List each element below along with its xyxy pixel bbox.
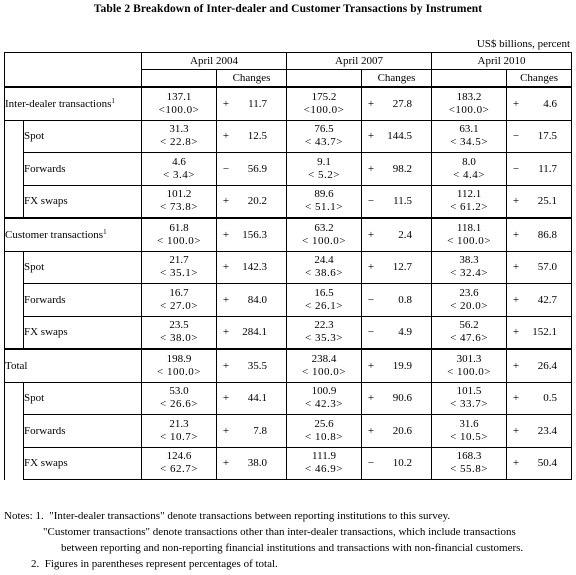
change-value: 90.6 — [392, 392, 413, 405]
percentage: < 62.7> — [160, 463, 198, 476]
change-cell — [362, 382, 432, 415]
table-row — [5, 415, 572, 448]
change-value: 7.8 — [253, 424, 267, 437]
change-sign: + — [367, 392, 375, 405]
change-value: 38.0 — [247, 457, 267, 470]
change-cell — [217, 87, 287, 120]
percentage: < 35.3> — [305, 332, 343, 345]
row-label: Forwards — [24, 284, 142, 317]
value-cell — [287, 153, 362, 186]
change-cell — [507, 415, 572, 448]
change-sign: − — [367, 195, 375, 208]
value: 101.2 — [166, 188, 192, 201]
value: 38.3 — [459, 254, 479, 267]
change-cell — [507, 447, 572, 480]
change-cell — [507, 87, 572, 120]
value-cell — [432, 447, 507, 480]
value: 175.2 — [311, 90, 337, 103]
percentage: < 73.8> — [160, 201, 198, 214]
change-value: 25.1 — [537, 195, 558, 208]
percentage: < 32.4> — [450, 267, 488, 280]
value-cell — [287, 251, 362, 284]
note-1-line-1 — [4, 508, 523, 524]
notes — [4, 508, 523, 572]
change-cell — [362, 251, 432, 284]
change-value: 0.8 — [398, 293, 413, 306]
change-value: 2.4 — [398, 228, 413, 241]
note-2-text: Figures in parentheses represent percentages of total. — [44, 558, 278, 570]
value-cell — [142, 382, 217, 415]
percentage: < 27.0> — [160, 299, 198, 312]
change-cell — [507, 185, 572, 218]
change-sign: + — [367, 261, 375, 274]
change-cell — [362, 185, 432, 218]
change-cell — [217, 185, 287, 218]
value-cell — [142, 185, 217, 218]
change-cell — [507, 349, 572, 382]
percentage: < 100.0> — [157, 234, 201, 247]
row-label: FX swaps — [24, 316, 142, 349]
value-cell — [142, 87, 217, 120]
header-changes: Changes — [217, 70, 287, 88]
change-cell — [217, 284, 287, 317]
value-cell — [432, 415, 507, 448]
percentage: <100.0> — [303, 103, 345, 116]
change-cell — [217, 415, 287, 448]
table-row — [5, 120, 572, 153]
change-sign: + — [512, 261, 520, 274]
section-total-row — [5, 349, 572, 382]
change-cell — [362, 415, 432, 448]
row-label: Forwards — [24, 153, 142, 186]
change-cell — [507, 153, 572, 186]
change-cell — [507, 251, 572, 284]
value-cell — [287, 218, 362, 251]
row-label: Spot — [24, 251, 142, 284]
change-value: 98.2 — [392, 162, 413, 175]
section-total-row — [5, 87, 572, 120]
value-cell — [287, 447, 362, 480]
change-cell — [217, 316, 287, 349]
value-cell — [432, 382, 507, 415]
table-row — [5, 447, 572, 480]
change-value: 11.5 — [393, 195, 413, 208]
note-2 — [4, 556, 523, 572]
header-period: April 2010 — [432, 53, 572, 70]
table-row — [5, 185, 572, 218]
value-cell — [287, 382, 362, 415]
notes-label: Notes: — [4, 510, 33, 522]
change-sign: − — [367, 293, 375, 306]
value: 16.5 — [314, 286, 334, 299]
indent-cell — [5, 316, 24, 349]
percentage: < 55.8> — [450, 463, 488, 476]
change-value: 152.1 — [532, 326, 558, 339]
note-1-line-2: "Customer transactions" denote transactions other than inter-dealer transactions, which include transactions — [43, 526, 516, 538]
percentage: < 100.0> — [157, 365, 201, 378]
header-period: April 2007 — [287, 53, 432, 70]
change-cell — [217, 251, 287, 284]
percentage: < 10.5> — [450, 430, 488, 443]
header-period: April 2004 — [142, 53, 287, 70]
change-value: 4.9 — [398, 326, 413, 339]
value: 89.6 — [314, 188, 334, 201]
row-label: Spot — [24, 120, 142, 153]
note-2-number: 2. — [31, 558, 40, 570]
change-value: 156.3 — [242, 228, 267, 241]
change-sign: − — [367, 457, 375, 470]
value-cell — [287, 120, 362, 153]
change-sign: + — [367, 359, 375, 372]
change-value: 0.5 — [543, 392, 558, 405]
indent-cell — [5, 447, 24, 480]
footnote-marker: 1 — [103, 228, 107, 237]
percentage: < 100.0> — [447, 365, 491, 378]
percentage: < 100.0> — [447, 234, 491, 247]
change-cell — [362, 349, 432, 382]
change-cell — [362, 447, 432, 480]
change-sign: + — [222, 97, 230, 110]
value-cell — [432, 87, 507, 120]
value: 198.9 — [166, 352, 192, 365]
percentage: < 3.4> — [163, 168, 195, 181]
value-cell — [432, 349, 507, 382]
row-label: Forwards — [24, 415, 142, 448]
value-cell — [432, 218, 507, 251]
section-label-text: Inter-dealer transactions — [5, 98, 112, 111]
change-value: 35.5 — [247, 359, 267, 372]
change-cell — [362, 87, 432, 120]
indent-cell — [5, 153, 24, 186]
value-cell — [142, 349, 217, 382]
value-cell — [142, 153, 217, 186]
percentage: < 20.0> — [450, 299, 488, 312]
value: 118.1 — [456, 221, 482, 234]
percentage: <100.0> — [158, 103, 200, 116]
percentage: < 33.7> — [450, 398, 488, 411]
value: 111.9 — [312, 450, 336, 463]
value-cell — [287, 185, 362, 218]
value: 100.9 — [311, 385, 337, 398]
value: 63.1 — [459, 123, 479, 136]
section-label — [5, 218, 142, 251]
value-cell — [142, 316, 217, 349]
indent-cell — [5, 120, 24, 153]
change-sign: − — [512, 130, 520, 143]
value-cell — [142, 415, 217, 448]
value: 21.7 — [169, 254, 189, 267]
change-sign: + — [512, 326, 520, 339]
change-sign: + — [512, 392, 520, 405]
value-cell — [432, 120, 507, 153]
change-value: 12.5 — [247, 130, 267, 143]
value-cell — [287, 87, 362, 120]
value-cell — [142, 251, 217, 284]
header-blank — [142, 70, 217, 88]
value-cell — [287, 316, 362, 349]
change-sign: − — [367, 326, 375, 339]
note-1-number: 1. — [35, 510, 44, 522]
change-sign: + — [222, 228, 230, 241]
header-row-periods — [5, 53, 572, 70]
value-cell — [287, 284, 362, 317]
value: 31.6 — [459, 417, 479, 430]
change-value: 84.0 — [247, 293, 267, 306]
value: 137.1 — [166, 90, 192, 103]
table-title: Table 2 Breakdown of Inter-dealer and Customer Transactions by Instrument — [93, 3, 483, 15]
change-value: 56.9 — [247, 162, 267, 175]
change-value: 27.8 — [392, 97, 413, 110]
value: 76.5 — [314, 123, 334, 136]
value: 183.2 — [456, 90, 482, 103]
unit-label: US$ billions, percent — [476, 38, 570, 50]
change-sign: + — [367, 424, 375, 437]
percentage: < 35.1> — [160, 267, 198, 280]
footnote-marker: 1 — [111, 97, 115, 106]
change-sign: + — [512, 195, 520, 208]
section-total-row — [5, 218, 572, 251]
percentage: < 100.0> — [302, 365, 346, 378]
percentage: < 43.7> — [305, 136, 343, 149]
breakdown-table — [4, 52, 572, 480]
percentage: < 51.1> — [305, 201, 343, 214]
percentage: < 34.5> — [450, 136, 488, 149]
value: 53.0 — [169, 385, 189, 398]
value-cell — [432, 153, 507, 186]
change-sign: + — [222, 457, 230, 470]
change-value: 11.7 — [248, 97, 267, 110]
value: 168.3 — [456, 450, 482, 463]
change-sign: + — [512, 424, 520, 437]
change-sign: + — [512, 457, 520, 470]
value-cell — [432, 185, 507, 218]
change-cell — [507, 284, 572, 317]
indent-cell — [5, 415, 24, 448]
value: 112.1 — [456, 188, 482, 201]
change-cell — [507, 316, 572, 349]
change-sign: + — [367, 228, 375, 241]
value: 124.6 — [166, 450, 192, 463]
value-cell — [142, 218, 217, 251]
change-sign: + — [222, 130, 230, 143]
change-value: 26.4 — [537, 359, 558, 372]
change-cell — [362, 120, 432, 153]
header-changes: Changes — [507, 70, 572, 88]
value-cell — [142, 284, 217, 317]
row-label: Spot — [24, 382, 142, 415]
section-label — [5, 87, 142, 120]
row-label: FX swaps — [24, 185, 142, 218]
percentage: < 47.6> — [450, 332, 488, 345]
change-cell — [362, 153, 432, 186]
change-sign: + — [222, 392, 230, 405]
indent-cell — [5, 382, 24, 415]
header-blank — [287, 70, 362, 88]
change-sign: − — [512, 162, 520, 175]
change-value: 57.0 — [537, 261, 558, 274]
change-sign: + — [367, 162, 375, 175]
change-cell — [217, 447, 287, 480]
change-sign: + — [222, 326, 230, 339]
change-sign: + — [222, 359, 230, 372]
change-value: 50.4 — [537, 457, 558, 470]
value-cell — [432, 284, 507, 317]
change-cell — [217, 120, 287, 153]
table-row — [5, 251, 572, 284]
header-blank — [432, 70, 507, 88]
change-value: 20.6 — [392, 424, 413, 437]
header-corner — [5, 53, 142, 88]
change-value: 144.5 — [387, 130, 413, 143]
value: 4.6 — [172, 155, 186, 168]
change-cell — [217, 382, 287, 415]
percentage: < 26.6> — [160, 398, 198, 411]
change-cell — [362, 316, 432, 349]
change-sign: + — [367, 97, 375, 110]
percentage: < 46.9> — [305, 463, 343, 476]
change-cell — [362, 218, 432, 251]
change-value: 44.1 — [247, 392, 267, 405]
change-sign: + — [367, 130, 375, 143]
value: 301.3 — [456, 352, 482, 365]
value: 25.6 — [314, 417, 334, 430]
change-sign: + — [222, 293, 230, 306]
percentage: < 61.2> — [450, 201, 488, 214]
table-row — [5, 284, 572, 317]
value: 61.8 — [169, 221, 189, 234]
change-cell — [217, 153, 287, 186]
change-value: 20.2 — [247, 195, 267, 208]
value-cell — [142, 120, 217, 153]
change-value: 284.1 — [242, 326, 267, 339]
percentage: < 26.1> — [305, 299, 343, 312]
percentage: < 10.8> — [305, 430, 343, 443]
value: 9.1 — [317, 155, 331, 168]
value: 63.2 — [314, 221, 334, 234]
value: 23.5 — [169, 319, 189, 332]
change-sign: + — [512, 359, 520, 372]
change-sign: − — [222, 162, 230, 175]
percentage: < 38.6> — [305, 267, 343, 280]
value-cell — [432, 251, 507, 284]
percentage: < 100.0> — [302, 234, 346, 247]
change-sign: + — [222, 261, 230, 274]
change-value: 19.9 — [392, 359, 413, 372]
change-cell — [507, 120, 572, 153]
change-cell — [217, 349, 287, 382]
change-sign: + — [222, 195, 230, 208]
change-value: 142.3 — [242, 261, 267, 274]
value: 31.3 — [169, 123, 189, 136]
table-body — [5, 53, 572, 480]
change-cell — [217, 218, 287, 251]
table-row — [5, 316, 572, 349]
percentage: <100.0> — [448, 103, 490, 116]
row-label: FX swaps — [24, 447, 142, 480]
value: 56.2 — [459, 319, 479, 332]
value-cell — [142, 447, 217, 480]
change-value: 12.7 — [392, 261, 413, 274]
value: 21.3 — [169, 417, 189, 430]
percentage: < 38.0> — [160, 332, 198, 345]
percentage: < 4.4> — [453, 168, 485, 181]
header-changes: Changes — [362, 70, 432, 88]
value-cell — [432, 316, 507, 349]
value: 16.7 — [169, 286, 189, 299]
change-value: 10.2 — [392, 457, 413, 470]
change-value: 17.5 — [537, 130, 558, 143]
value: 101.5 — [456, 385, 482, 398]
section-label-text: Customer transactions — [5, 229, 104, 242]
table-row — [5, 382, 572, 415]
indent-cell — [5, 251, 24, 284]
change-value: 42.7 — [537, 293, 558, 306]
percentage: < 10.7> — [160, 430, 198, 443]
change-sign: + — [512, 293, 520, 306]
value-cell — [287, 349, 362, 382]
value: 8.0 — [462, 155, 476, 168]
percentage: < 42.3> — [305, 398, 343, 411]
percentage: < 5.2> — [308, 168, 340, 181]
change-cell — [507, 218, 572, 251]
change-value: 11.7 — [538, 162, 558, 175]
change-cell — [507, 382, 572, 415]
value-cell — [287, 415, 362, 448]
section-label-text: Total — [5, 359, 28, 372]
indent-cell — [5, 185, 24, 218]
section-label — [5, 349, 142, 382]
value: 23.6 — [459, 286, 479, 299]
change-cell — [362, 284, 432, 317]
value: 238.4 — [311, 352, 337, 365]
value: 22.3 — [314, 319, 334, 332]
value: 24.4 — [314, 254, 334, 267]
table-row — [5, 153, 572, 186]
change-value: 23.4 — [537, 424, 558, 437]
indent-cell — [5, 284, 24, 317]
change-value: 86.8 — [537, 228, 558, 241]
change-sign: + — [512, 228, 520, 241]
change-sign: + — [222, 424, 230, 437]
change-value: 4.6 — [543, 97, 558, 110]
change-sign: + — [512, 97, 520, 110]
note-1-line-3: between reporting and non-reporting financial institutions and transactions with non-financial customers. — [61, 542, 524, 554]
percentage: < 22.8> — [160, 136, 198, 149]
note-1-text: "Inter-dealer transactions" denote transactions between reporting institutions to this survey. — [49, 510, 451, 522]
